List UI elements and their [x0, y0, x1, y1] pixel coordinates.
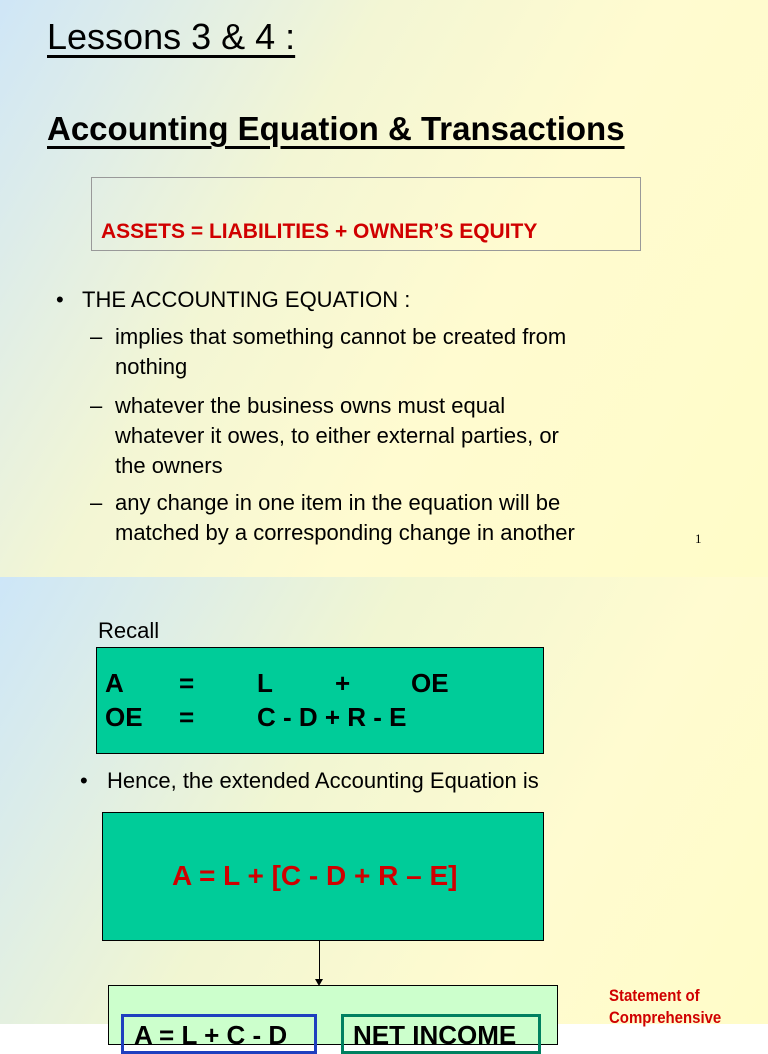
recall-equation-box: [96, 647, 544, 754]
down-arrow-line: [319, 941, 320, 981]
slide-2: [0, 577, 768, 1050]
sub-bullet-2-line-1: whatever the business owns must equal: [115, 393, 506, 418]
bullet-marker: •: [56, 287, 64, 312]
main-bullet-text: THE ACCOUNTING EQUATION :: [82, 287, 411, 312]
dash-marker: –: [90, 393, 103, 418]
statement-label-line-2: Comprehensive: [609, 1008, 722, 1027]
bullet-marker: •: [80, 768, 88, 793]
partial-equation-text: A = L + C - D: [134, 1020, 288, 1050]
sub-bullet-3-line-1: any change in one item in the equation will be: [115, 490, 561, 515]
extended-equation-text: A = L + [C - D + R – E]: [172, 860, 458, 891]
net-income-text: NET INCOME: [353, 1020, 517, 1050]
dash-marker: –: [90, 490, 103, 515]
net-income-box: [341, 1014, 541, 1054]
row1-plus: +: [335, 668, 351, 698]
dash-marker: –: [90, 324, 103, 349]
row2-expression: C - D + R - E: [257, 702, 407, 732]
sub-bullet-1-line-2: nothing: [115, 354, 188, 379]
statement-label-line-1: Statement of: [609, 986, 700, 1005]
page-number: 1: [695, 531, 702, 546]
sub-bullet-1-line-1: implies that something cannot be created from: [115, 324, 567, 349]
accounting-equation-box: [91, 177, 641, 251]
row1-a: A: [105, 668, 124, 698]
sub-bullet-2-line-2: whatever it owes, to either external parties, or: [115, 423, 559, 448]
row2-equals: =: [179, 702, 195, 732]
lesson-subtitle: Accounting Equation & Transactions: [47, 110, 625, 147]
statement-label: [609, 985, 721, 1029]
lesson-title: Lessons 3 & 4 :: [47, 16, 296, 57]
partial-equation-box: [121, 1014, 317, 1054]
sub-bullet-2-line-3: the owners: [115, 453, 223, 478]
lower-equation-box: [108, 985, 558, 1050]
row2-oe: OE: [105, 702, 143, 732]
row1-equals: =: [179, 668, 195, 698]
recall-label: Recall: [98, 618, 160, 643]
extended-equation-box: [102, 812, 544, 941]
row1-oe: OE: [411, 668, 449, 698]
sub-bullet-3-line-2: matched by a corresponding change in another: [115, 520, 575, 545]
hence-text: Hence, the extended Accounting Equation is: [107, 768, 539, 793]
accounting-equation-text: ASSETS = LIABILITIES + OWNER’S EQUITY: [101, 220, 538, 243]
row1-l: L: [257, 668, 273, 698]
